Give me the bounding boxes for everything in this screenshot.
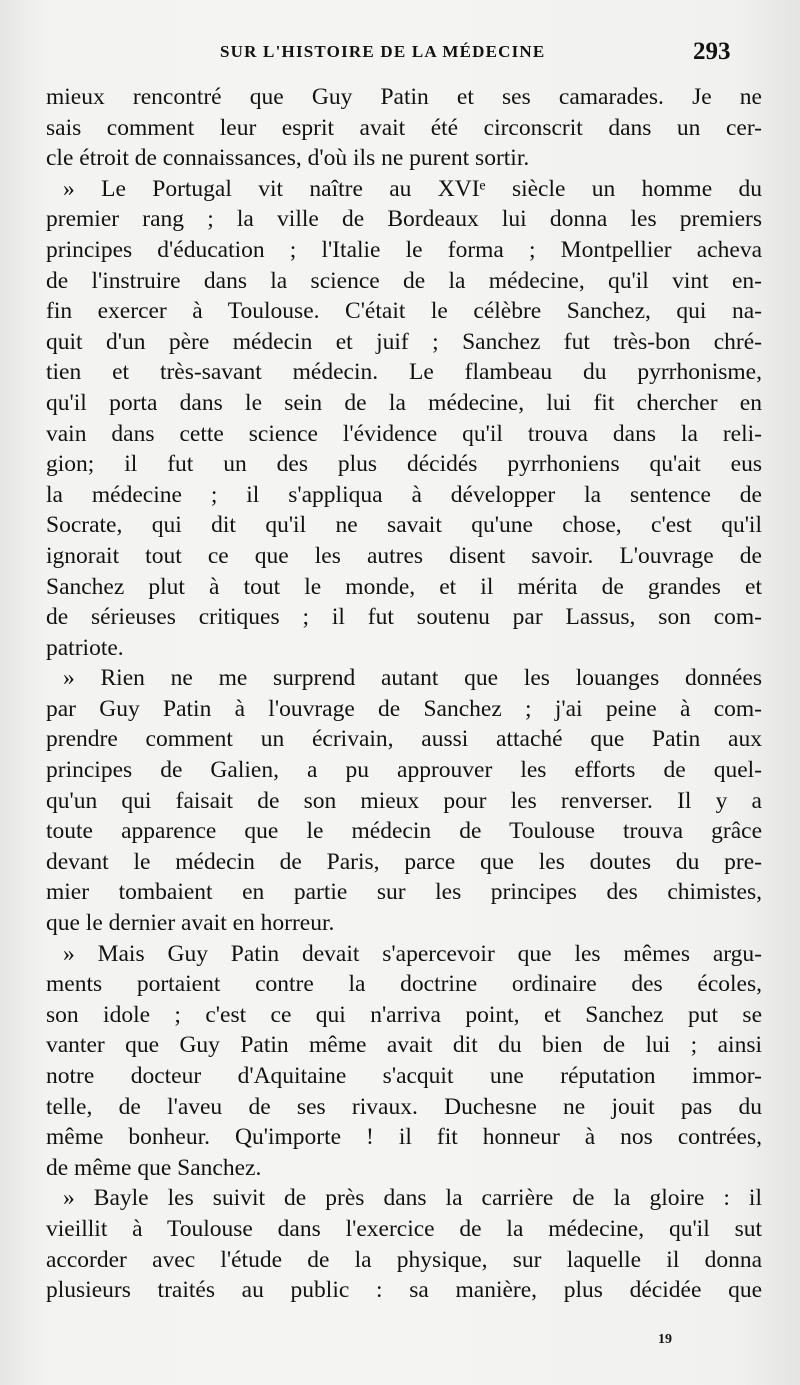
text-line: vain dans cette science l'évidence qu'il trouva dans la reli- (46, 420, 762, 447)
text-line: même bonheur. Qu'importe ! il fit honneur à nos contrées, (46, 1124, 762, 1151)
text-line: ments portaient contre la doctrine ordinaire des écoles, (46, 971, 762, 998)
text-line: que le dernier avait en horreur. (46, 910, 335, 937)
text-line: principes de Galien, a pu approuver les efforts de quel- (46, 757, 762, 784)
text-line: premier rang ; la ville de Bordeaux lui donna les premiers (46, 206, 762, 233)
signature-mark: 19 (658, 1332, 672, 1347)
text-line: la médecine ; il s'appliqua à développer la sentence de (46, 481, 762, 508)
text-line: son idole ; c'est ce qui n'arriva point, et Sanchez put se (46, 1001, 762, 1028)
text-line: qu'il porta dans le sein de la médecine, lui fit chercher en (46, 389, 762, 416)
text-line: mieux rencontré que Guy Patin et ses camarades. Je ne (46, 84, 762, 110)
text-line: Socrate, qui dit qu'il ne savait qu'une chose, c'est qu'il (46, 512, 762, 539)
text-line: mier tombaient en partie sur les principes des chimistes, (46, 879, 762, 906)
text-line: cle étroit de connaissances, d'où ils ne purent sortir. (46, 145, 530, 172)
page-number: 293 (693, 38, 731, 65)
text-line: » Bayle les suivit de près dans la carrière de la gloire : il (63, 1185, 762, 1212)
text-line: accorder avec l'étude de la physique, sur laquelle il donna (46, 1246, 762, 1273)
text-line: de l'instruire dans la science de la médecine, qu'il vint en- (46, 267, 762, 294)
text-line: Sanchez plut à tout le monde, et il mérita de grandes et (46, 573, 762, 600)
text-line: tien et très-savant médecin. Le flambeau du pyrrhonisme, (46, 359, 762, 386)
text-line: ignorait tout ce que les autres disent savoir. L'ouvrage de (46, 542, 762, 569)
text-line: » Mais Guy Patin devait s'apercevoir que les mêmes argu- (63, 940, 762, 967)
text-line: notre docteur d'Aquitaine s'acquit une réputation immor- (46, 1063, 762, 1089)
text-line: vieillit à Toulouse dans l'exercice de la médecine, qu'il sut (46, 1215, 762, 1242)
body-text (46, 82, 762, 1306)
text-line: gion; il fut un des plus décidés pyrrhoniens qu'ait eus (46, 451, 762, 478)
text-line: fin exercer à Toulouse. C'était le célèbre Sanchez, qui na- (46, 298, 762, 325)
text-line: plusieurs traités au public : sa manière, plus décidée que (46, 1277, 762, 1304)
text-line: » Rien ne me surprend autant que les louanges données (63, 665, 762, 692)
text-line: toute apparence que le médecin de Toulouse trouva grâce (46, 818, 762, 845)
text-line: patriote. (46, 634, 124, 661)
text-line: principes d'éducation ; l'Italie le forma ; Montpellier acheva (46, 236, 762, 263)
text-line: prendre comment un écrivain, aussi attaché que Patin aux (46, 726, 762, 753)
text-line: qu'un qui faisait de son mieux pour les renverser. Il y a (46, 787, 762, 814)
text-line: sais comment leur esprit avait été circonscrit dans un cer- (46, 114, 762, 141)
page-header (0, 38, 800, 68)
text-line: vanter que Guy Patin même avait dit du bien de lui ; ainsi (46, 1032, 762, 1059)
text-line: devant le médecin de Paris, parce que les doutes du pre- (46, 848, 762, 875)
text-line: de sérieuses critiques ; il fut soutenu par Lassus, son com- (46, 604, 762, 631)
running-head: SUR L'HISTOIRE DE LA MÉDECINE (220, 42, 546, 61)
text-line: par Guy Patin à l'ouvrage de Sanchez ; j'ai peine à com- (46, 695, 762, 722)
text-line: de même que Sanchez. (46, 1154, 262, 1181)
text-line: quit d'un père médecin et juif ; Sanchez fut très-bon chré- (46, 328, 762, 355)
text-line: » Le Portugal vit naître au XVIᵉ siècle un homme du (63, 175, 762, 202)
text-line: telle, de l'aveu de ses rivaux. Duchesne ne jouit pas du (46, 1093, 762, 1120)
